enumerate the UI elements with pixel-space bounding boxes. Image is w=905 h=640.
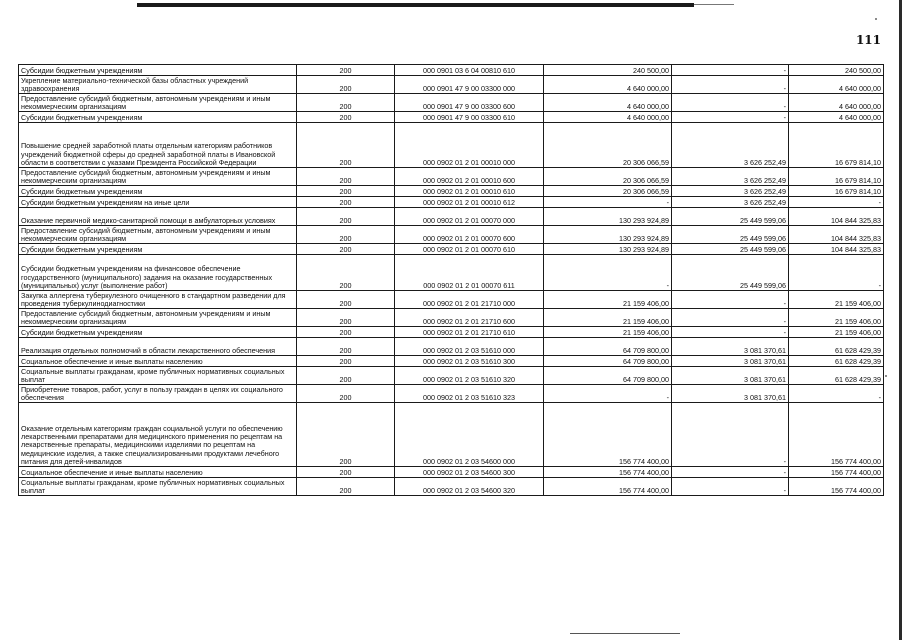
row-remain-cell: 240 500,00 [789, 65, 884, 76]
row-plan-cell: 130 293 924,89 [544, 208, 672, 226]
row-name-cell: Приобретение товаров, работ, услуг в пользу граждан в целях их социального обеспечения [19, 385, 297, 403]
row-code-cell: 200 [297, 94, 395, 112]
row-remain-cell: 156 774 400,00 [789, 467, 884, 478]
row-code-cell: 200 [297, 244, 395, 255]
row-remain-cell: 61 628 429,39 [789, 338, 884, 356]
row-code-cell: 200 [297, 255, 395, 291]
row-code-cell: 200 [297, 65, 395, 76]
table-row [19, 367, 884, 385]
row-remain-cell: 16 679 814,10 [789, 186, 884, 197]
row-name-cell: Социальное обеспечение и иные выплаты населению [19, 467, 297, 478]
table-row [19, 291, 884, 309]
row-name-cell: Предоставление субсидий бюджетным, автономным учреждениям и иным некоммерческим организациям [19, 226, 297, 244]
row-kbk-cell: 000 0902 01 2 01 00070 000 [395, 208, 544, 226]
table-row [19, 76, 884, 94]
row-exec-cell: - [672, 309, 789, 327]
row-remain-cell: 21 159 406,00 [789, 327, 884, 338]
row-plan-cell: - [544, 385, 672, 403]
row-name-cell: Социальные выплаты гражданам, кроме публичных нормативных социальных выплат [19, 367, 297, 385]
row-exec-cell: - [672, 291, 789, 309]
row-kbk-cell: 000 0902 01 2 01 00010 600 [395, 168, 544, 186]
row-plan-cell: 156 774 400,00 [544, 478, 672, 496]
row-name-cell: Повышение средней заработной платы отдельным категориям работников учреждений бюджетной сферы до средней заработной платы в Ивановской области в соответствии с указами Президента Российской Федерации [19, 123, 297, 168]
bottom-rule [570, 633, 680, 634]
row-remain-cell: 4 640 000,00 [789, 112, 884, 123]
row-exec-cell: 25 449 599,06 [672, 255, 789, 291]
row-plan-cell: 130 293 924,89 [544, 244, 672, 255]
row-exec-cell: - [672, 76, 789, 94]
table-row [19, 168, 884, 186]
row-exec-cell: - [672, 112, 789, 123]
row-exec-cell: 3 626 252,49 [672, 186, 789, 197]
row-name-cell: Субсидии бюджетным учреждениям на иные цели [19, 197, 297, 208]
row-plan-cell: 21 159 406,00 [544, 291, 672, 309]
row-name-cell: Субсидии бюджетным учреждениям [19, 186, 297, 197]
row-code-cell: 200 [297, 367, 395, 385]
row-plan-cell: - [544, 197, 672, 208]
row-name-cell: Субсидии бюджетным учреждениям на финансовое обеспечение государственного (муниципального) задания на оказание государственных (муниципальных) услуг (выполнение работ) [19, 255, 297, 291]
row-plan-cell: 20 306 066,59 [544, 186, 672, 197]
table-row [19, 478, 884, 496]
table-row [19, 338, 884, 356]
table-row [19, 255, 884, 291]
row-name-cell: Социальные выплаты гражданам, кроме публичных нормативных социальных выплат [19, 478, 297, 496]
row-kbk-cell: 000 0902 01 2 03 51610 323 [395, 385, 544, 403]
row-plan-cell: 4 640 000,00 [544, 94, 672, 112]
row-code-cell: 200 [297, 403, 395, 467]
row-code-cell: 200 [297, 291, 395, 309]
row-name-cell: Оказание отдельным категориям граждан социальной услуги по обеспечению лекарственными препаратами для медицинского применения по рецептам на лекарственные препараты, медицинскими изделиями по рецептам на медицинские изделия, а также специализированными продуктами лечебного питания для детей-инвалидов [19, 403, 297, 467]
row-plan-cell: 64 709 800,00 [544, 367, 672, 385]
row-exec-cell: 25 449 599,06 [672, 208, 789, 226]
row-plan-cell: - [544, 255, 672, 291]
row-kbk-cell: 000 0902 01 2 01 00010 612 [395, 197, 544, 208]
row-kbk-cell: 000 0902 01 2 01 00070 600 [395, 226, 544, 244]
row-exec-cell: 25 449 599,06 [672, 226, 789, 244]
row-exec-cell: - [672, 94, 789, 112]
row-exec-cell: 3 626 252,49 [672, 123, 789, 168]
row-remain-cell: - [789, 385, 884, 403]
row-name-cell: Предоставление субсидий бюджетным, автономным учреждениям и иным некоммерческим организациям [19, 168, 297, 186]
row-code-cell: 200 [297, 112, 395, 123]
row-plan-cell: 64 709 800,00 [544, 338, 672, 356]
row-plan-cell: 20 306 066,59 [544, 168, 672, 186]
row-exec-cell: - [672, 403, 789, 467]
row-exec-cell: 25 449 599,06 [672, 244, 789, 255]
row-plan-cell: 156 774 400,00 [544, 403, 672, 467]
table-row [19, 244, 884, 255]
row-code-cell: 200 [297, 309, 395, 327]
row-code-cell: 200 [297, 467, 395, 478]
row-exec-cell: 3 081 370,61 [672, 367, 789, 385]
table-row [19, 112, 884, 123]
row-kbk-cell: 000 0902 01 2 03 51610 320 [395, 367, 544, 385]
row-kbk-cell: 000 0902 01 2 03 54600 300 [395, 467, 544, 478]
row-code-cell: 200 [297, 338, 395, 356]
row-exec-cell: - [672, 327, 789, 338]
row-kbk-cell: 000 0901 47 9 00 03300 600 [395, 94, 544, 112]
table-row [19, 94, 884, 112]
row-kbk-cell: 000 0902 01 2 03 54600 320 [395, 478, 544, 496]
row-code-cell: 200 [297, 478, 395, 496]
row-name-cell: Субсидии бюджетным учреждениям [19, 112, 297, 123]
row-kbk-cell: 000 0901 47 9 00 03300 000 [395, 76, 544, 94]
row-kbk-cell: 000 0902 01 2 01 00010 000 [395, 123, 544, 168]
row-remain-cell: 21 159 406,00 [789, 309, 884, 327]
row-name-cell: Социальное обеспечение и иные выплаты населению [19, 356, 297, 367]
table-row [19, 403, 884, 467]
row-exec-cell: 3 626 252,49 [672, 168, 789, 186]
row-plan-cell: 130 293 924,89 [544, 226, 672, 244]
table-row [19, 123, 884, 168]
row-code-cell: 200 [297, 356, 395, 367]
table-row [19, 327, 884, 338]
row-remain-cell: 4 640 000,00 [789, 76, 884, 94]
page-edge [899, 0, 902, 640]
row-exec-cell: 3 081 370,61 [672, 338, 789, 356]
row-remain-cell: 104 844 325,83 [789, 226, 884, 244]
row-kbk-cell: 000 0901 03 6 04 00810 610 [395, 65, 544, 76]
row-plan-cell: 21 159 406,00 [544, 309, 672, 327]
row-kbk-cell: 000 0902 01 2 03 51610 000 [395, 338, 544, 356]
table-row [19, 65, 884, 76]
scan-speck [875, 18, 877, 20]
row-remain-cell: - [789, 197, 884, 208]
row-code-cell: 200 [297, 76, 395, 94]
row-name-cell: Реализация отдельных полномочий в области лекарственного обеспечения [19, 338, 297, 356]
row-remain-cell: - [789, 255, 884, 291]
row-code-cell: 200 [297, 208, 395, 226]
table-row [19, 467, 884, 478]
row-name-cell: Субсидии бюджетным учреждениям [19, 244, 297, 255]
scan-speck [885, 375, 887, 377]
row-kbk-cell: 000 0902 01 2 01 21710 600 [395, 309, 544, 327]
page-number: 111 [855, 33, 881, 47]
row-kbk-cell: 000 0902 01 2 01 21710 610 [395, 327, 544, 338]
table-row [19, 356, 884, 367]
row-kbk-cell: 000 0902 01 2 03 54600 000 [395, 403, 544, 467]
row-exec-cell: 3 081 370,61 [672, 385, 789, 403]
row-kbk-cell: 000 0901 47 9 00 03300 610 [395, 112, 544, 123]
row-code-cell: 200 [297, 327, 395, 338]
table-row [19, 208, 884, 226]
row-exec-cell: - [672, 467, 789, 478]
row-exec-cell: - [672, 478, 789, 496]
row-name-cell: Закупка аллергена туберкулезного очищенного в стандартном разведении для проведения туберкулинодиагностики [19, 291, 297, 309]
row-name-cell: Укрепление материально-технической базы областных учреждений здравоохранения [19, 76, 297, 94]
top-rule [137, 3, 694, 7]
row-remain-cell: 156 774 400,00 [789, 478, 884, 496]
table-row [19, 385, 884, 403]
row-name-cell: Предоставление субсидий бюджетным, автономным учреждениям и иным некоммерческим организациям [19, 309, 297, 327]
row-plan-cell: 4 640 000,00 [544, 76, 672, 94]
table-row [19, 197, 884, 208]
row-exec-cell: 3 081 370,61 [672, 356, 789, 367]
row-code-cell: 200 [297, 226, 395, 244]
row-code-cell: 200 [297, 186, 395, 197]
row-plan-cell: 4 640 000,00 [544, 112, 672, 123]
row-remain-cell: 156 774 400,00 [789, 403, 884, 467]
row-name-cell: Субсидии бюджетным учреждениям [19, 327, 297, 338]
row-plan-cell: 64 709 800,00 [544, 356, 672, 367]
row-remain-cell: 21 159 406,00 [789, 291, 884, 309]
table-row [19, 226, 884, 244]
row-name-cell: Оказание первичной медико-санитарной помощи в амбулаторных условиях [19, 208, 297, 226]
row-code-cell: 200 [297, 168, 395, 186]
table-body [19, 65, 884, 496]
top-rule-tail [694, 4, 734, 5]
row-remain-cell: 4 640 000,00 [789, 94, 884, 112]
row-remain-cell: 61 628 429,39 [789, 367, 884, 385]
row-name-cell: Субсидии бюджетным учреждениям [19, 65, 297, 76]
row-kbk-cell: 000 0902 01 2 01 21710 000 [395, 291, 544, 309]
row-remain-cell: 104 844 325,83 [789, 244, 884, 255]
row-code-cell: 200 [297, 385, 395, 403]
row-remain-cell: 61 628 429,39 [789, 356, 884, 367]
row-kbk-cell: 000 0902 01 2 01 00070 610 [395, 244, 544, 255]
row-plan-cell: 20 306 066,59 [544, 123, 672, 168]
row-name-cell: Предоставление субсидий бюджетным, автономным учреждениям и иным некоммерческим организациям [19, 94, 297, 112]
row-exec-cell: - [672, 65, 789, 76]
row-kbk-cell: 000 0902 01 2 01 00070 611 [395, 255, 544, 291]
row-plan-cell: 21 159 406,00 [544, 327, 672, 338]
row-remain-cell: 16 679 814,10 [789, 168, 884, 186]
row-kbk-cell: 000 0902 01 2 01 00010 610 [395, 186, 544, 197]
budget-table [18, 64, 884, 496]
row-kbk-cell: 000 0902 01 2 03 51610 300 [395, 356, 544, 367]
row-plan-cell: 156 774 400,00 [544, 467, 672, 478]
table-row [19, 309, 884, 327]
row-remain-cell: 104 844 325,83 [789, 208, 884, 226]
row-remain-cell: 16 679 814,10 [789, 123, 884, 168]
row-plan-cell: 240 500,00 [544, 65, 672, 76]
table-row [19, 186, 884, 197]
row-code-cell: 200 [297, 123, 395, 168]
row-exec-cell: 3 626 252,49 [672, 197, 789, 208]
row-code-cell: 200 [297, 197, 395, 208]
